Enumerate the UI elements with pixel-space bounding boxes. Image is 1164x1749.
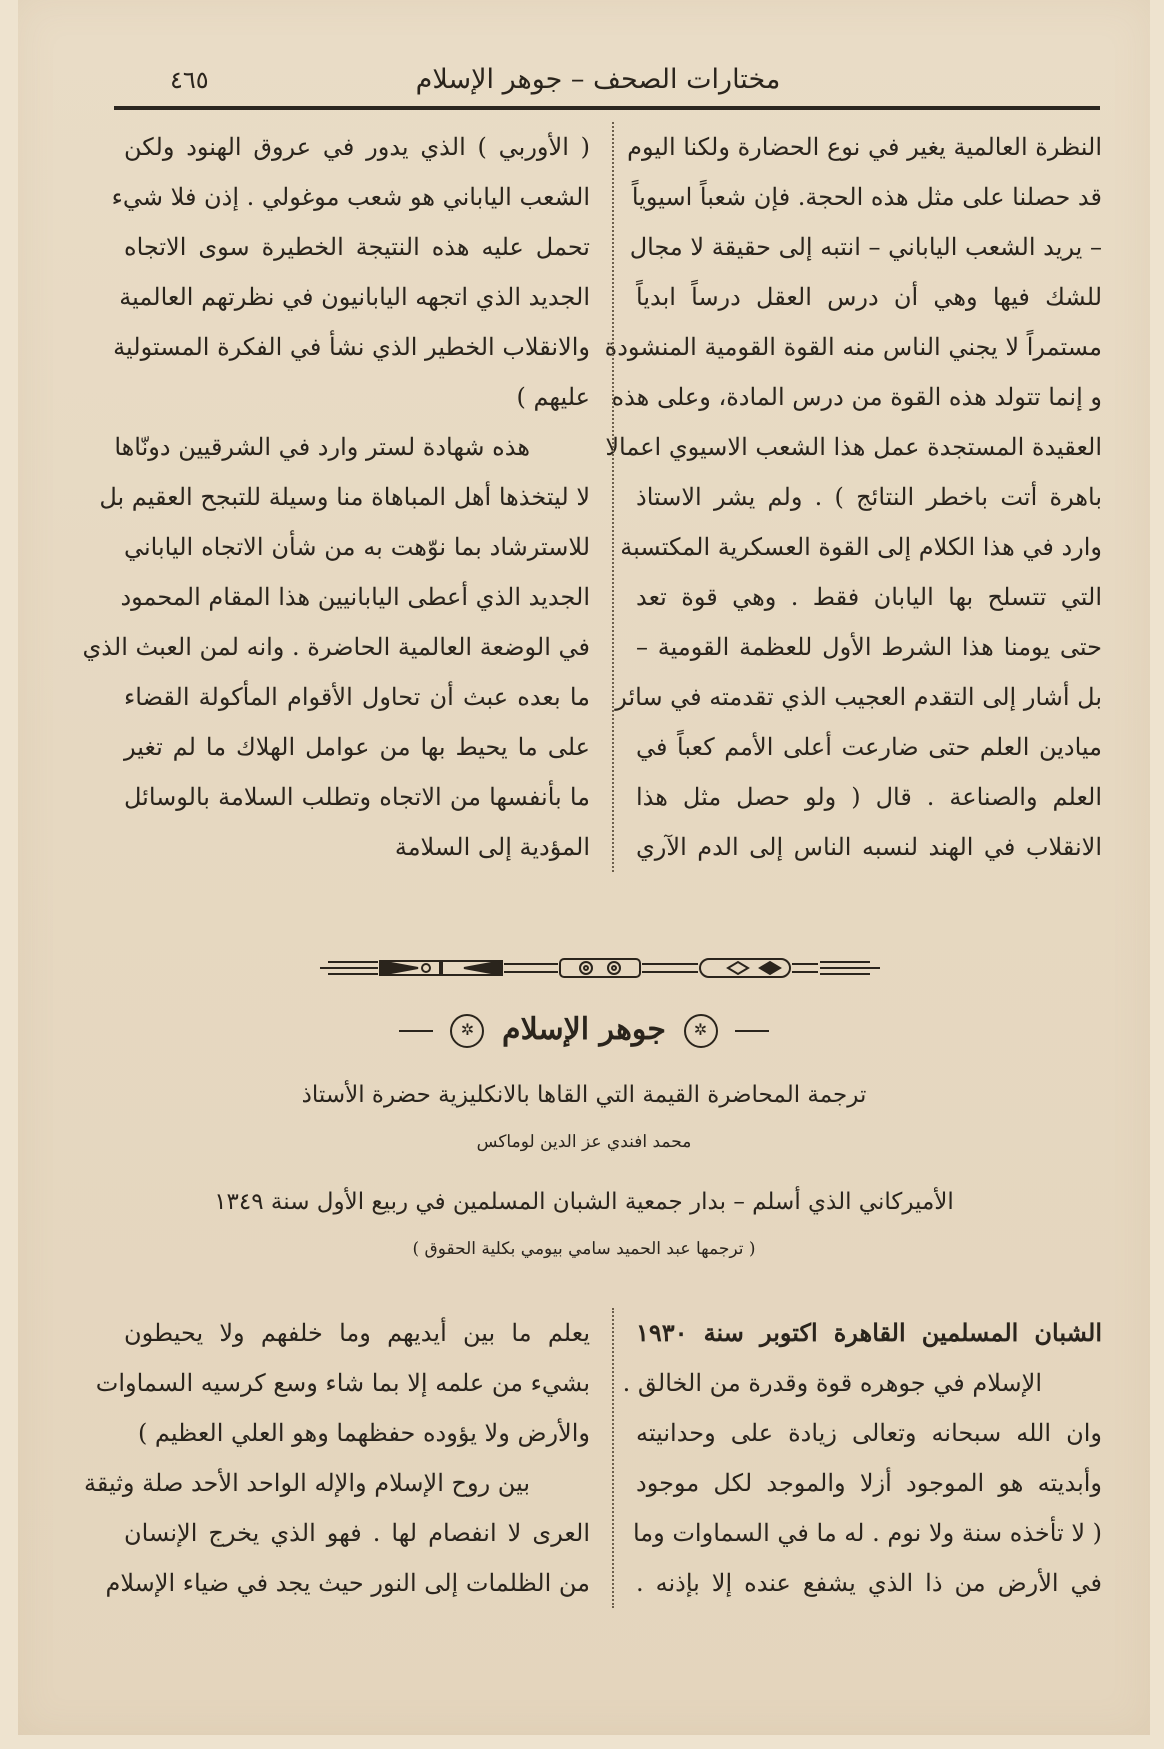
- paragraph-start: الإسلام في جوهره قوة وقدرة من الخالق .: [622, 1369, 1042, 1397]
- text-line: قد حصلنا على مثل هذه الحجة. فإن شعباً اسيوياً: [631, 183, 1102, 211]
- text-line: الجديد الذي اتجهه اليابانيون في نظرتهم العالمية: [119, 283, 590, 311]
- text-line: النظرة العالمية يغير في نوع الحضارة ولكنا اليوم: [627, 133, 1102, 161]
- author-name: محمد افندي عز الدين لوماكس: [476, 1132, 692, 1152]
- article-title-block: [18, 1005, 1150, 1055]
- text-line: العلم والصناعة . قال ( ولو حصل مثل هذا: [636, 783, 1102, 811]
- text-line: العرى لا انفصام لها . فهو الذي يخرج الإنسان: [124, 1519, 590, 1547]
- text-line: للاسترشاد بما نوّهت به من شأن الاتجاه الياباني: [124, 533, 590, 561]
- bottom-right-column: [622, 1308, 1102, 1608]
- top-right-column: [604, 122, 1102, 872]
- text-line: حتى يومنا هذا الشرط الأول للعظمة القومية –: [636, 633, 1102, 661]
- top-columns: [82, 122, 1102, 872]
- text-line: تحمل عليه هذه النتيجة الخطيرة سوى الاتجاه: [124, 233, 590, 261]
- text-line: الشبان المسلمين القاهرة اكتوبر سنة ١٩٣٠: [636, 1318, 1102, 1347]
- article-title: جوهر الإسلام: [502, 1012, 666, 1047]
- text-line: وان الله سبحانه وتعالى زيادة على وحدانيته: [636, 1419, 1102, 1447]
- text-line: التي تتسلح بها اليابان فقط . وهي قوة تعد: [636, 583, 1102, 611]
- rosette-icon: ✲: [450, 1014, 484, 1048]
- text-line: للشك فيها وهي أن درس العقل درساً ابدياً: [636, 283, 1102, 311]
- bottom-columns: [83, 1308, 1102, 1608]
- text-line: بل أشار إلى التقدم العجيب الذي تقدمته في سائر: [615, 683, 1102, 711]
- text-line: المؤدية إلى السلامة: [394, 833, 590, 861]
- text-line: ما بعده عبث أن تحاول الأقوام المأكولة القضاء: [124, 683, 590, 711]
- text-line: والانقلاب الخطير الذي نشأ في الفكرة المستولية: [113, 333, 590, 361]
- text-line: لا ليتخذها أهل المباهاة منا وسيلة للتبجح العقيم بل: [99, 483, 590, 511]
- running-header-title: مختارات الصحف – جوهر الإسلام: [415, 64, 781, 95]
- column-divider: [612, 1308, 614, 1608]
- rosette-icon: ✲: [684, 1014, 718, 1048]
- ornamental-divider-icon: [318, 955, 882, 981]
- text-line: ما بأنفسها من الاتجاه وتطلب السلامة بالوسائل: [124, 783, 590, 811]
- paragraph-start: هذه شهادة لستر وارد في الشرقيين دونّاها: [114, 433, 530, 461]
- text-line: وارد في هذا الكلام إلى القوة العسكرية المكتسبة: [620, 533, 1102, 561]
- header-rule: [114, 106, 1100, 110]
- text-line: العقيدة المستجدة عمل هذا الشعب الاسيوي اعمالا: [605, 433, 1102, 461]
- text-line: بشيء من علمه إلا بما شاء وسع كرسيه السماوات: [95, 1369, 590, 1397]
- bottom-left-column: [83, 1308, 604, 1608]
- running-header: [98, 62, 1098, 102]
- text-line: عليهم ): [516, 383, 590, 411]
- text-line: و إنما تتولد هذه القوة من درس المادة، وعلى هذه: [611, 383, 1102, 411]
- text-line: ( لا تأخذه سنة ولا نوم . له ما في السماوات وما: [632, 1519, 1102, 1547]
- text-line: في الأرض من ذا الذي يشفع عنده إلا بإذنه .: [636, 1569, 1102, 1597]
- text-line: باهرة أتت باخطر النتائج ) . ولم يشر الاستاذ: [636, 483, 1102, 511]
- paragraph-start: بين روح الإسلام والإله الواحد الأحد صلة وثيقة: [83, 1469, 530, 1497]
- text-line: وأبديته هو الموجود أزلا والموجد لكل موجود: [636, 1469, 1102, 1497]
- text-line: يعلم ما بين أيديهم وما خلفهم ولا يحيطون: [124, 1319, 590, 1347]
- text-line: ( الأوربي ) الذي يدور في عروق الهنود ولكن: [124, 133, 590, 161]
- translator-note: ( ترجمها عبد الحميد سامي بيومي بكلية الحقوق ): [412, 1239, 756, 1259]
- text-line: والأرض ولا يؤوده حفظهما وهو العلي العظيم ): [137, 1419, 590, 1447]
- column-divider: [612, 122, 614, 872]
- dash-ornament: [735, 1030, 769, 1032]
- text-line: ميادين العلم حتى ضارعت أعلى الأمم كعباً في: [636, 733, 1102, 761]
- text-line: الشعب الياباني هو شعب موغولي . إذن فلا شيء: [111, 183, 590, 211]
- text-line: مستمراً لا يجني الناس منه القوة القومية المنشودة: [604, 333, 1102, 361]
- text-line: الجديد الذي أعطى اليابانيين هذا المقام المحمود: [120, 583, 590, 611]
- text-line: – يريد الشعب الياباني – انتبه إلى حقيقة لا مجال: [629, 233, 1102, 261]
- article-subtitle-venue: الأميركاني الذي أسلم – بدار جمعية الشبان المسلمين في ربيع الأول سنة ١٣٤٩: [214, 1189, 954, 1215]
- text-line: على ما يحيط بها من عوامل الهلاك ما لم تغير: [124, 733, 590, 761]
- text-line: من الظلمات إلى النور حيث يجد في ضياء الإسلام: [105, 1569, 590, 1597]
- scanned-page: [18, 0, 1150, 1735]
- text-line: الانقلاب في الهند لنسبه الناس إلى الدم الآري: [636, 833, 1102, 861]
- dash-ornament: [399, 1030, 433, 1032]
- top-left-column: [82, 122, 604, 872]
- page-number: ٤٦٥: [170, 66, 209, 94]
- article-subtitle: ترجمة المحاضرة القيمة التي القاها بالانكليزية حضرة الأستاذ: [301, 1082, 867, 1108]
- text-line: في الوضعة العالمية الحاضرة . وانه لمن العبث الذي: [82, 633, 590, 661]
